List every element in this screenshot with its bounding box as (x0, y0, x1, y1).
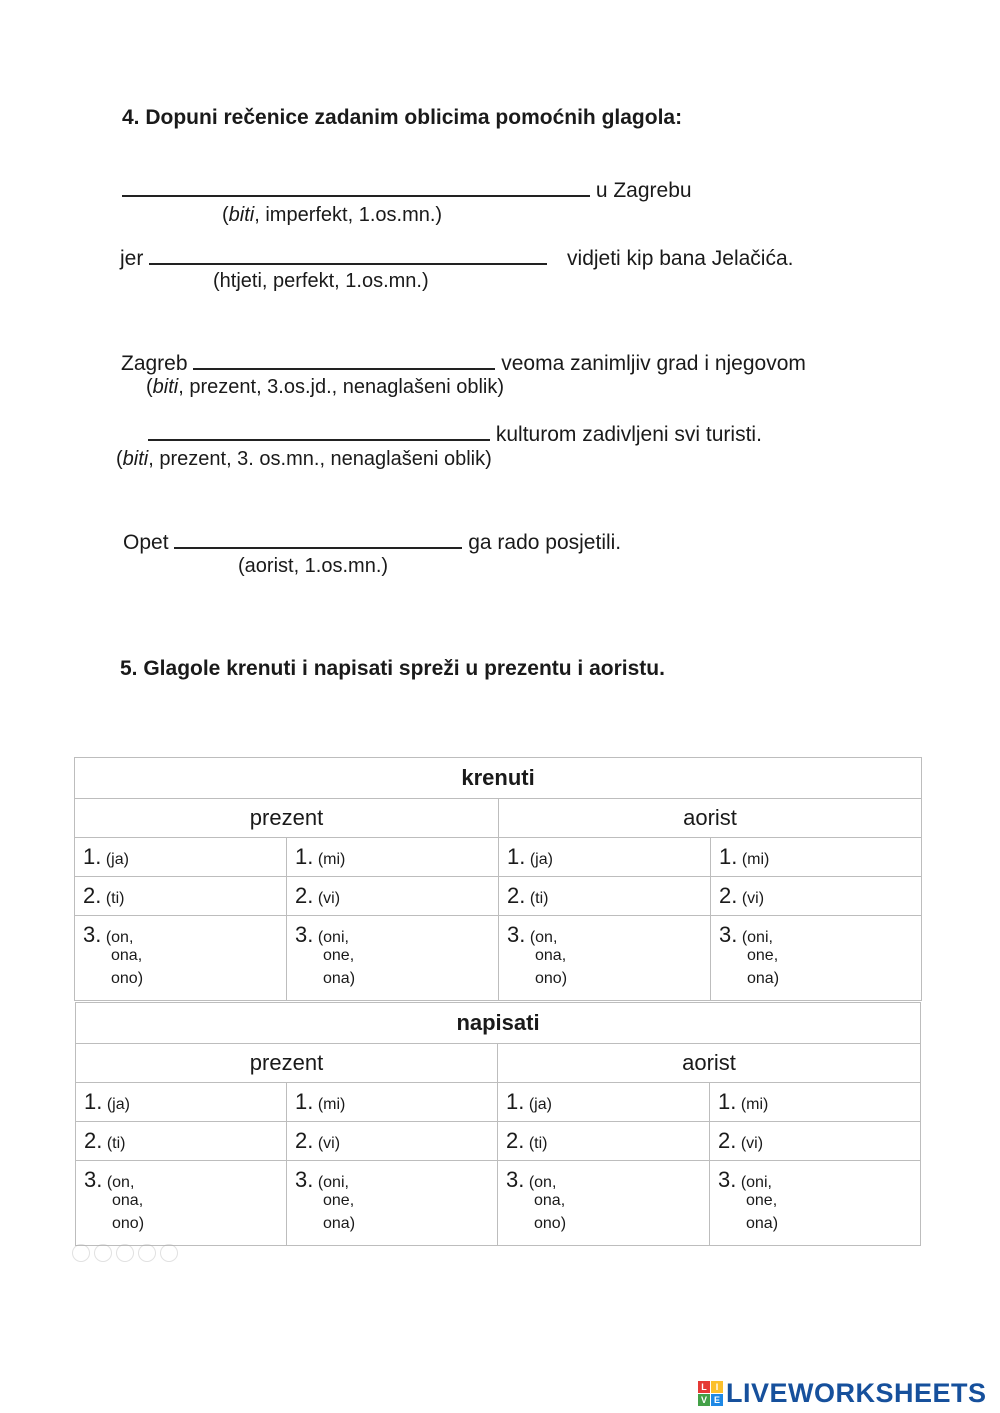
pronoun: (oni, (741, 929, 773, 946)
circle-icon (72, 1244, 90, 1262)
answer-cell[interactable] (287, 838, 499, 877)
circle-icon (94, 1244, 112, 1262)
sentence-5 (123, 528, 621, 555)
pronoun: (oni, (317, 929, 349, 946)
answer-cell[interactable] (711, 877, 922, 916)
pronoun: (mi) (317, 1096, 346, 1113)
pronoun: (oni, (740, 1174, 772, 1191)
sentence-1-text: u Zagrebu (595, 179, 692, 202)
answer-cell[interactable] (287, 1083, 498, 1122)
pronoun-cont: ona, (111, 947, 143, 964)
hint-3: (biti, prezent, 3.os.jd., nenaglašeni oblik) (146, 376, 505, 398)
verb-header: napisati (76, 1003, 921, 1044)
pronoun: (ti) (529, 890, 549, 907)
person-number: 3. (718, 1167, 737, 1192)
person-number: 1. (84, 1089, 103, 1114)
answer-cell[interactable] (710, 1083, 921, 1122)
hint-3-verb: biti (152, 376, 179, 398)
person-number: 3. (719, 922, 738, 947)
answer-cell[interactable] (76, 1161, 287, 1246)
pronoun-cont: ona, (535, 947, 567, 964)
answer-blank-4[interactable] (148, 420, 490, 441)
answer-cell[interactable] (498, 1083, 710, 1122)
question-4-title: 4. Dopuni rečenice zadanim oblicima pomoćnih glagola: (122, 106, 683, 129)
person-number: 3. (507, 922, 526, 947)
pronoun: (mi) (740, 1096, 769, 1113)
sentence-4 (148, 420, 762, 447)
hint-1-rest: , imperfekt, 1.os.mn.) (254, 204, 443, 226)
pronoun: (vi) (741, 890, 765, 907)
answer-cell[interactable] (710, 1122, 921, 1161)
pronoun: (mi) (741, 851, 770, 868)
tense-header-prezent: prezent (75, 799, 499, 838)
hint-4: (biti, prezent, 3. os.mn., nenaglašeni oblik) (116, 448, 492, 470)
person-number: 2. (506, 1128, 525, 1153)
pronoun: (vi) (317, 1135, 341, 1152)
answer-cell[interactable] (499, 916, 711, 1001)
pronoun-cont: ona) (323, 1215, 356, 1232)
answer-cell[interactable] (287, 1161, 498, 1246)
answer-cell[interactable] (75, 838, 287, 877)
person-number: 3. (84, 1167, 103, 1192)
answer-blank-2[interactable] (149, 244, 547, 265)
pronoun: (vi) (740, 1135, 764, 1152)
hint-5: (aorist, 1.os.mn.) (238, 555, 389, 577)
sentence-3-lead: Zagreb (121, 352, 188, 375)
pronoun: (ja) (528, 1096, 552, 1113)
pronoun-cont: one, (746, 1192, 778, 1209)
tense-header-aorist: aorist (498, 1044, 921, 1083)
answer-cell[interactable] (75, 916, 287, 1001)
person-number: 2. (84, 1128, 103, 1153)
logo-tile: E (711, 1394, 723, 1406)
person-number: 2. (718, 1128, 737, 1153)
pronoun-cont: ona) (747, 970, 780, 987)
person-number: 3. (83, 922, 102, 947)
person-number: 1. (83, 844, 102, 869)
hint-4-verb: biti (122, 448, 149, 470)
person-number: 1. (295, 1089, 314, 1114)
answer-blank-1[interactable] (122, 176, 590, 197)
person-number: 2. (719, 883, 738, 908)
pronoun-cont: ono) (111, 970, 144, 987)
person-number: 3. (295, 922, 314, 947)
pronoun: (on, (106, 1174, 135, 1191)
answer-cell[interactable] (76, 1122, 287, 1161)
answer-cell[interactable] (498, 1122, 710, 1161)
person-number: 2. (295, 1128, 314, 1153)
person-number: 3. (506, 1167, 525, 1192)
answer-cell[interactable] (711, 916, 922, 1001)
sentence-5-text: ga rado posjetili. (468, 531, 622, 554)
answer-cell[interactable] (710, 1161, 921, 1246)
pronoun: (mi) (317, 851, 346, 868)
pronoun-cont: ona, (112, 1192, 144, 1209)
pronoun-cont: ona) (323, 970, 356, 987)
pronoun: (on, (529, 929, 558, 946)
person-number: 2. (507, 883, 526, 908)
pronoun-cont: ono) (112, 1215, 145, 1232)
pronoun: (oni, (317, 1174, 349, 1191)
person-number: 1. (718, 1089, 737, 1114)
hint-3-rest: , prezent, 3.os.jd., nenaglašeni oblik) (178, 376, 505, 398)
person-number: 1. (719, 844, 738, 869)
logo-tile: V (698, 1394, 710, 1406)
circle-icon (160, 1244, 178, 1262)
person-number: 1. (507, 844, 526, 869)
pronoun: (on, (528, 1174, 557, 1191)
pronoun: (ja) (105, 851, 129, 868)
person-number: 2. (295, 883, 314, 908)
logo-tiles-icon (698, 1381, 723, 1406)
answer-cell[interactable] (287, 1122, 498, 1161)
pronoun: (ja) (529, 851, 553, 868)
pronoun-cont: ono) (535, 970, 568, 987)
person-number: 1. (295, 844, 314, 869)
circle-icon (138, 1244, 156, 1262)
conjugation-table-napisati (75, 1002, 921, 1246)
hint-1: (biti, imperfekt, 1.os.mn.) (222, 204, 443, 226)
pronoun-cont: one, (323, 947, 355, 964)
pronoun: (ja) (106, 1096, 130, 1113)
person-number: 1. (506, 1089, 525, 1114)
person-number: 2. (83, 883, 102, 908)
logo-tile: L (698, 1381, 710, 1393)
answer-cell[interactable] (499, 838, 711, 877)
sentence-2 (120, 244, 794, 271)
person-number: 3. (295, 1167, 314, 1192)
answer-cell[interactable] (287, 877, 499, 916)
pronoun: (ti) (105, 890, 125, 907)
logo-tile: I (711, 1381, 723, 1393)
sentence-5-lead: Opet (123, 531, 169, 554)
sentence-3 (121, 349, 806, 376)
hint-1-verb: biti (228, 204, 255, 226)
answer-cell[interactable] (287, 916, 499, 1001)
answer-cell[interactable] (711, 838, 922, 877)
hint-2: (htjeti, perfekt, 1.os.mn.) (213, 270, 429, 292)
sentence-2-text: vidjeti kip bana Jelačića. (567, 247, 794, 270)
answer-blank-3[interactable] (193, 349, 495, 370)
hint-4-rest: , prezent, 3. os.mn., nenaglašeni oblik) (148, 448, 492, 470)
sentence-3-text: veoma zanimljiv grad i njegovom (501, 352, 806, 375)
faint-toolbar (72, 1244, 178, 1262)
sentence-4-text: kulturom zadivljeni svi turisti. (495, 423, 762, 446)
answer-blank-5[interactable] (174, 528, 462, 549)
pronoun-cont: one, (747, 947, 779, 964)
liveworksheets-logo (698, 1378, 987, 1409)
answer-cell[interactable] (76, 1083, 287, 1122)
pronoun-cont: ona, (534, 1192, 566, 1209)
logo-text: LIVEWORKSHEETS (726, 1378, 987, 1408)
question-5-title: 5. Glagole krenuti i napisati spreži u prezentu i aoristu. (120, 657, 665, 680)
sentence-1 (122, 176, 692, 203)
verb-header: krenuti (75, 758, 922, 799)
circle-icon (116, 1244, 134, 1262)
pronoun-cont: ona) (746, 1215, 779, 1232)
sentence-2-lead: jer (120, 247, 144, 270)
tense-header-prezent: prezent (76, 1044, 498, 1083)
pronoun: (ti) (106, 1135, 126, 1152)
answer-cell[interactable] (75, 877, 287, 916)
pronoun-cont: ono) (534, 1215, 567, 1232)
tense-header-aorist: aorist (499, 799, 922, 838)
answer-cell[interactable] (499, 877, 711, 916)
conjugation-table-krenuti (74, 757, 922, 1001)
pronoun: (on, (105, 929, 134, 946)
pronoun-cont: one, (323, 1192, 355, 1209)
pronoun: (vi) (317, 890, 341, 907)
pronoun: (ti) (528, 1135, 548, 1152)
answer-cell[interactable] (498, 1161, 710, 1246)
